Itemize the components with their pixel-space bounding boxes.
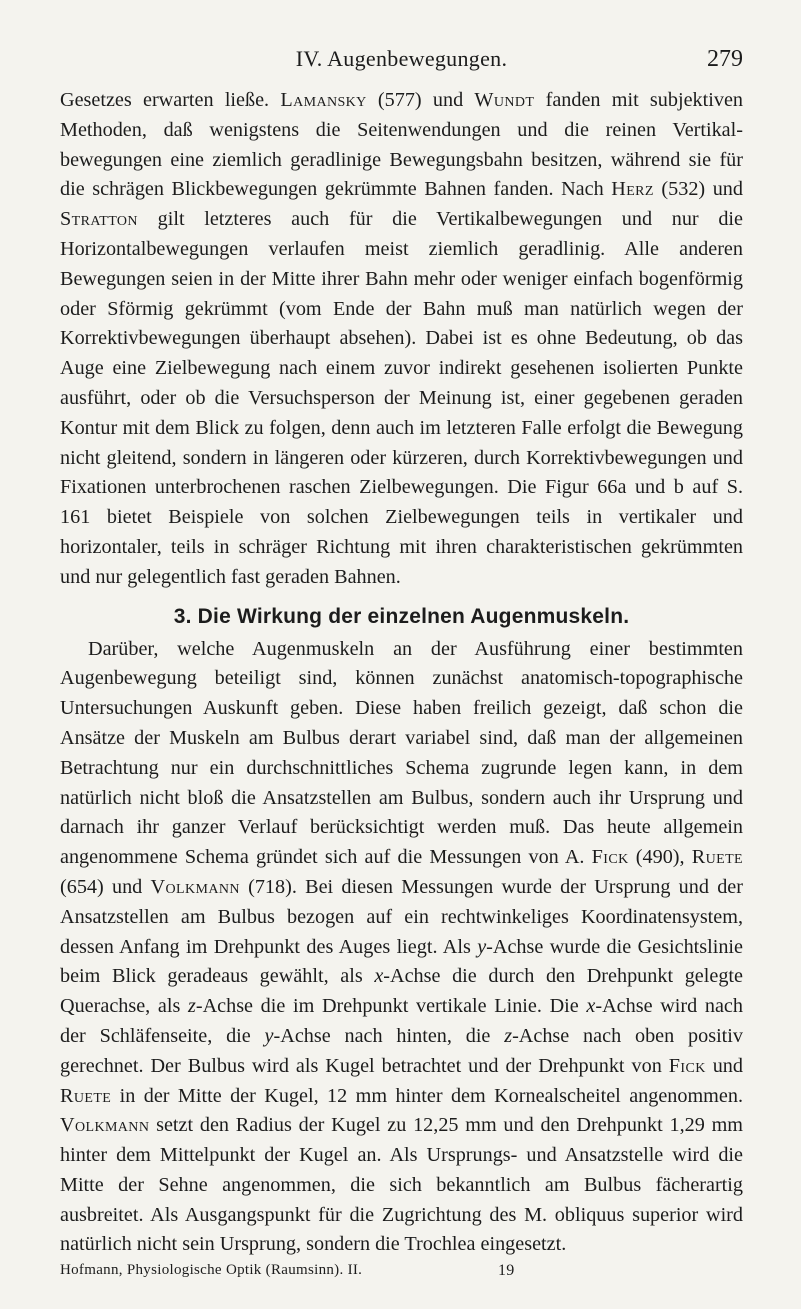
paragraph-2 xyxy=(60,635,743,1261)
text-run: Gesetzes erwarten ließe. xyxy=(60,89,281,111)
text-run: (532) und xyxy=(653,178,743,201)
text-run: -Achse nach hinten, die xyxy=(273,1024,505,1047)
page-number: 279 xyxy=(707,46,743,72)
text-run: -Achse die durch den Drehpunkt gelegte Querachse, als xyxy=(60,965,743,1018)
axis-variable: y xyxy=(264,1024,274,1047)
author-name: Fick xyxy=(668,1054,706,1077)
text-run: -Achse wird nach der Schläfenseite, die xyxy=(60,995,743,1047)
text-run: gilt letzteres auch für die Vertikalbewegungen und nur die Horizontalbewegungen verlaufen meist ziemlich geradlinig. Alle anderen Bewegungen seien in der Mitte ihrer Bahn mehr oder weniger einfach bogenförmig oder Sförmig gekrümmt (vom Ende der Bahn muß man natürlich wegen der Korrektivbewegungen überhaupt absehen). Dabei ist es ohne Bedeutung, ob das Auge eine Zielbewegung nach einem zuvor indirekt gesehenen isolierten Punkte ausführt, oder ob die Versuchsperson der Meinung ist, einer gegebenen geraden Kontur mit dem Blick zu folgen, denn auch im letzteren Falle erfolgt die Bewegung nicht gleitend, sondern in längeren oder kürzeren, durch Korrektivbewegungen und Fixationen unterbrochenen raschen Zielbewegungen. Die Figur 66a und b auf S. 161 bietet Beispiele von solchen Zielbewegungen teils in vertikaler und horizontaler, teils in schräger Richtung mit ihren charakteristischen gekrümmten und nur gelegentlich fast geraden Bahnen. xyxy=(60,208,743,588)
text-run: -Achse die im Drehpunkt vertikale Linie. Die xyxy=(195,995,587,1018)
text-run: in der Mitte der Kugel, 12 mm hinter dem Kornealscheitel angenommen. xyxy=(111,1084,743,1107)
paragraph-1 xyxy=(60,86,743,593)
text-run: -Achse nach oben positiv gerechnet. Der Bulbus wird als Kugel betrachtet und der Drehpunkt von xyxy=(60,1024,743,1077)
author-name: Volkmann xyxy=(60,1114,150,1137)
text-run: und xyxy=(705,1054,743,1077)
axis-variable: x xyxy=(586,995,596,1018)
axis-variable: z xyxy=(187,995,196,1018)
text-run: setzt den Radius der Kugel zu 12,25 mm und den Drehpunkt 1,29 mm hinter dem Mittelpunkt der Kugel an. Als Ursprungs- und Ansatzstelle wird die Mitte der Sehne angenommen, die sich bekanntlich am Bulbus fächerartig ausbreitet. Als Ausgangspunkt für die Zugrichtung des M. obliquus superior wird natürlich nicht sein Ursprung, sondern die Trochlea eingesetzt. xyxy=(60,1114,743,1256)
text-run: -Achse wurde die Gesichtslinie beim Blick geradeaus gewählt, als xyxy=(60,935,744,988)
text-run: (654) und xyxy=(60,875,151,898)
text-run: (577) und xyxy=(366,89,475,111)
page-footer xyxy=(60,1262,743,1286)
author-name: Stratton xyxy=(60,208,138,231)
text-run: (718). Bei diesen Messungen wurde der Ursprung und der Ansatzstellen am Bulbus bezogen auf ein rechtwinkeliges Koordinatensystem, dessen Anfang im Drehpunkt des Auges liegt. Als xyxy=(60,875,743,958)
author-name: Herz xyxy=(611,178,654,201)
running-head: IV. Augenbewegungen. xyxy=(295,46,508,71)
author-name: Lamansky xyxy=(280,89,367,111)
axis-variable: y xyxy=(477,935,487,958)
author-name: Ruete xyxy=(691,846,743,869)
axis-variable: x xyxy=(374,965,384,988)
book-page xyxy=(60,46,743,1286)
text-run: (490), xyxy=(628,846,692,869)
text-run: Darüber, welche Augenmuskeln an der Ausführung einer bestimmten Augenbewegung beteiligt sind, können zunächst anatomisch-topographische Untersuchungen Auskunft geben. Diese haben freilich gezeigt, daß schon die Ansätze der Muskeln am Bulbus derart variabel sind, daß man der allgemeinen Betrachtung nur ein durchschnittliches Schema zugrunde legen kann, in dem natürlich nicht bloß die Ansatzstellen am Bulbus, sondern auch ihr Ursprung und darnach ihr ganzer Verlauf berücksichtigt werden muß. Das heute allgemein angenommene Schema gründet sich auf die Messungen von A. xyxy=(60,637,743,869)
author-name: Ruete xyxy=(60,1084,112,1107)
axis-variable: z xyxy=(504,1024,513,1047)
source-line: Hofmann, Physiologische Optik (Raumsinn). II. xyxy=(60,1262,363,1279)
signature-mark: 19 xyxy=(498,1262,515,1280)
text-run: fanden mit subjektiven Methoden, daß wenigstens die Seitenwendungen und die reinen Vertikalbewegungen eine ziemlich geradlinige Bewegungsbahn besitzen, während sie für die schrägen Blickbewegungen gekrümmte Bahnen fanden. Nach xyxy=(60,89,743,201)
author-name: Fick xyxy=(591,846,629,869)
page-header xyxy=(60,46,743,86)
author-name: Wundt xyxy=(474,89,535,111)
section-heading: 3. Die Wirkung der einzelnen Augenmuskeln. xyxy=(173,604,630,628)
author-name: Volkmann xyxy=(150,875,240,898)
